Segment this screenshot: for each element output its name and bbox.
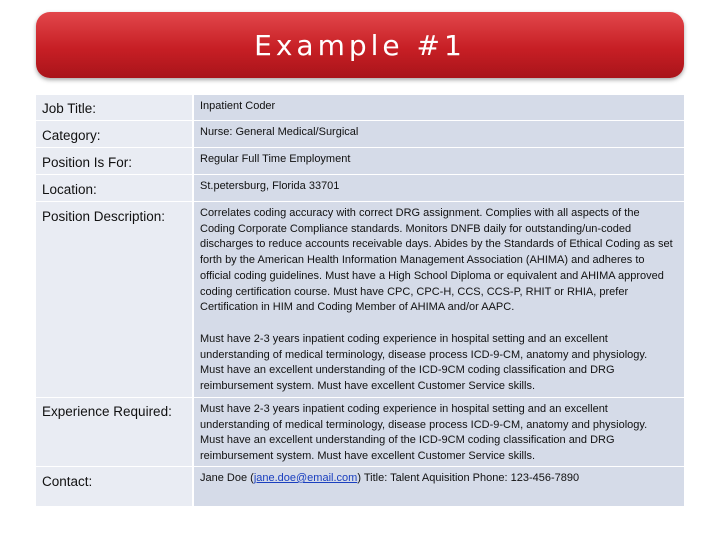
label-experience-required <box>36 398 192 467</box>
label-experience-required-text: Experience Required: <box>42 404 172 419</box>
label-contact-text: Contact: <box>42 474 93 489</box>
value-category-text: Nurse: General Medical/Surgical <box>200 126 359 138</box>
label-location-text: Location: <box>42 182 97 197</box>
row-location <box>36 175 684 202</box>
description-paragraph-2: Must have 2-3 years inpatient coding experience in hospital setting and an excellent understanding of medical terminology, disease process ICD-9-CM, anatomy and physiology. Must have an excellent understanding of the ICD-9CM coding classification and DRG reimbursement system. Must have excellent Customer Service skills. <box>200 332 648 393</box>
label-category-text: Category: <box>42 128 101 143</box>
description-paragraph-1: Correlates coding accuracy with correct DRG assignment. Complies with all aspects of the Coding Corporate Compliance standards. Monitors DNFB daily for outstanding/un-coded discharges to reduce accounts receivable days. Abides by the Standards of Ethical Coding as set forth by the American Health Information Management Association (AHIMA) and adheres to official coding guidelines. Must have a High School Diploma or equivalent and AHIMA approved coding certification course. Must have CPC, CPC-H, CCS, CCS-P, RHIT or RHIA, prefer Certification in HIM and Coding Member of AHIMA and/or AAPC. <box>200 207 673 314</box>
value-location-text: St.petersburg, Florida 33701 <box>200 180 340 192</box>
label-job-title-text: Job Title: <box>42 101 97 116</box>
title-banner <box>36 12 684 78</box>
row-category <box>36 121 684 148</box>
label-category <box>36 121 192 148</box>
row-experience-required <box>36 398 684 467</box>
contact-name: Jane Doe ( <box>200 472 254 484</box>
value-position-description <box>194 202 684 398</box>
row-position-description <box>36 202 684 398</box>
value-position-for <box>194 148 684 175</box>
value-location <box>194 175 684 202</box>
job-posting-table <box>36 95 684 507</box>
label-position-description-text: Position Description: <box>42 209 166 224</box>
label-position-for <box>36 148 192 175</box>
slide-title: Example #1 <box>254 28 466 62</box>
label-position-description <box>36 202 192 398</box>
value-category <box>194 121 684 148</box>
value-position-for-text: Regular Full Time Employment <box>200 153 351 165</box>
value-job-title-text: Inpatient Coder <box>200 100 276 112</box>
value-experience-required-text: Must have 2-3 years inpatient coding experience in hospital setting and an excellent understanding of medical terminology, disease process ICD-9-CM, anatomy and physiology. Must have an excellent understanding of the ICD-9CM coding classification and DRG reimbursement system. Must have excellent Customer Service skills. <box>200 403 648 463</box>
label-position-for-text: Position Is For: <box>42 155 133 170</box>
label-job-title <box>36 95 192 121</box>
value-job-title <box>194 95 684 121</box>
row-contact <box>36 467 684 507</box>
label-location <box>36 175 192 202</box>
row-job-title <box>36 95 684 121</box>
value-contact <box>194 467 684 507</box>
row-position-for <box>36 148 684 175</box>
value-experience-required <box>194 398 684 467</box>
label-contact <box>36 467 192 507</box>
contact-email-link[interactable]: jane.doe@email.com <box>253 472 358 484</box>
contact-details: ) Title: Talent Aquisition Phone: 123-456-7890 <box>357 472 580 484</box>
